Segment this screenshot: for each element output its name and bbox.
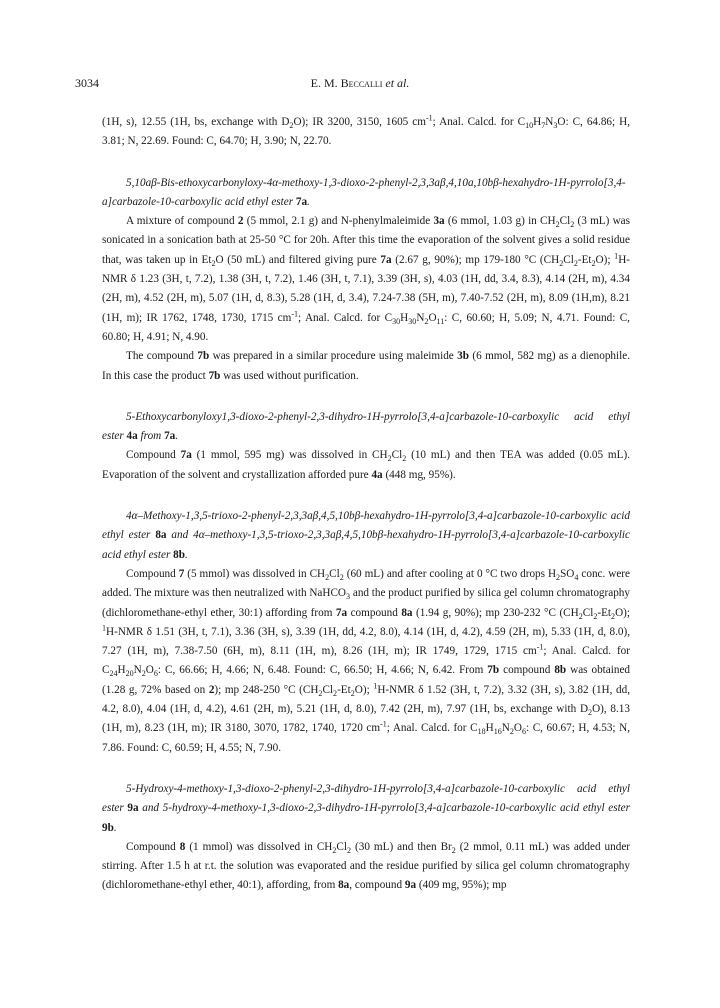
- paragraph-procedure-9: Compound 8 (1 mmol) was dissolved in $CH_2Cl_2$ (30 mL) and then $Br_2$ (2 mmol, 0.11 mL) was added under stirring. After 1.5 h at r.t. the solution was evaporated and the residue purified by silica gel column chromatography (dichloromethane-ethyl ether, 40:1), affording, from 8a, compound 9a (409 mg, 95%); mp: [102, 840, 631, 892]
- paragraph-procedure-7a: A mixture of compound 2 (5 mmol, 2.1 g) and N-phenylmaleimide 3a (6 mmol, 1.03 g) in $CH_2Cl_2$ (3 mL) was sonicated in a sonication bath at 25-50 °C for 20h. After this time the evaporation of the solvent gives a solid residue that, was taken up in $Et_2O$ (50 mL) and filtered giving pure 7a (2.67 g, 90%); mp 179-180 °C $(CH_2Cl_2-Et_2O)$; $^1$H-NMR δ 1.23 (3H, t, 7.2), 1.38 (3H, t, 7.2), 1.46 (3H, t, 7.1), 3.39 (3H, s), 4.03 (1H, dd, 3.4, 8.3), 4.14 (2H, m), 4.34 (2H, m), 4.52 (2H, m), 5.07 (1H, d, 8.3), 5.28 (1H, d, 3.4), 7.24-7.38 (5H, m), 7.40-7.52 (2H, m), 8.09 (1H,m), 8.21 (1H, m); IR 1762, 1748, 1730, 1715 $cm^{-1}$; Anal. Calcd. for $C_{30}H_{30}N_2O_{11}$: C, 60.60; H, 5.09; N, 4.71. Found: C, 60.80; H, 4.91; N, 4.90.: [102, 215, 631, 343]
- running-header: [75, 76, 645, 94]
- compound-heading-4a: 5-Ethoxycarbonyloxy1,3-dioxo-2-phenyl-2,3-dihydro-1H-pyrrolo[3,4-a]carbazole-10-carboxylic acid ethyl ester 4a from 7a.: [102, 410, 630, 443]
- paragraph-nmr-continuation: (1H, s), 12.55 (1H, bs, exchange with $D_2O$); IR 3200, 3150, 1605 $cm^{-1}$; Anal. Calcd. for $C_{10}H_7N_3O$: C, 64.86; H, 3.81; N, 22.69. Found: C, 64.70; H, 3.90; N, 22.70.: [102, 113, 630, 148]
- compound-heading-8a-8b: 4α–Methoxy-1,3,5-trioxo-2-phenyl-2,3,3aβ,4,5,10bβ-hexahydro-1H-pyrrolo[3,4-a]carbazole-10-carboxylic acid ethyl ester 8a and 4α–methoxy-1,3,5-trioxo-2,3,3aβ,4,5,10bβ-hexahydro-1H-pyrrolo[3,4-a]carbazole-10-carboxylic acid ethyl ester 8b.: [102, 510, 630, 561]
- compound-heading-9a-9b: 5-Hydroxy-4-methoxy-1,3-dioxo-2-phenyl-2,3-dihydro-1H-pyrrolo[3,4-a]carbazole-10-carboxylic acid ethyl ester 9a and 5-hydroxy-4-methoxy-1,3-dioxo-2,3-dihydro-1H-pyrrolo[3,4-a]carbazole-10-carboxylic acid ethyl ester 9b.: [102, 782, 631, 834]
- compound-heading-7a: 5,10aβ-Bis-ethoxycarbonyloxy-4α-methoxy-1,3-dioxo-2-phenyl-2,3,3aβ,4,10a,10bβ-hexahydro-1H-pyrrolo[3,4-a]carbazole-10-carboxylic acid ethyl ester 7a.: [102, 176, 626, 208]
- running-head-authors: [75, 76, 645, 91]
- page-number: 3034: [75, 76, 99, 90]
- author-names: E. M. Beccalli: [310, 76, 383, 90]
- paragraph-procedure-4a: Compound 7a (1 mmol, 595 mg) was dissolved in $CH_2Cl_2$ (10 mL) and then TEA was added (0.05 mL). Evaporation of the solvent and crystallization afforded pure 4a (448 mg, 95%).: [102, 449, 630, 481]
- paragraph-procedure-8: Compound 7 (5 mmol) was dissolved in $CH_2Cl_2$ (60 mL) and after cooling at 0 °C two drops $H_2SO_4$ conc. were added. The mixture was then neutralized with NaHCO$_3$ and the product purified by silica gel column chromatography (dichloromethane-ethyl ether, 30:1) affording from 7a compound 8a (1.94 g, 90%); mp 230-232 °C $(CH_2Cl_2-Et_2O)$; $^1$H-NMR δ 1.51 (3H, t, 7.1), 3.36 (3H, s), 3.39 (1H, dd, 4.2, 8.0), 4.14 (1H, d, 4.2), 4.59 (2H, m), 5.33 (1H, d, 8.0), 7.27 (1H, m), 7.38-7.50 (6H, m), 8.11 (1H, m), 8.26 (1H, m); IR 1749, 1729, 1715 $cm^{-1}$; Anal. Calcd. for $C_{24}H_{20}N_2O_6$: C, 66.66; H, 4.66; N, 6.48. Found: C, 66.50; H, 4.66; N, 6.42. From 7b compound 8b was obtained (1.28 g, 72% based on 2); mp 248-250 °C $(CH_2Cl_2-Et_2O)$; $^1$H-NMR δ 1.52 (3H, t, 7.2), 3.32 (3H, s), 3.82 (1H, dd, 4.2, 8.0), 4.04 (1H, d, 4.2), 4.61 (2H, m), 5.21 (1H, d, 8.0), 7.42 (2H, m), 7.97 (1H, bs, exchange with $D_2O$), 8.13 (1H, m), 8.23 (1H, m); IR 3180, 3070, 1782, 1740, 1720 $cm^{-1}$; Anal. Calcd. for $C_{18}H_{16}N_2O_6$: C, 60.67; H, 4.53; N, 7.86. Found: C, 60.59; H, 4.55; N, 7.90.: [102, 567, 631, 754]
- paragraph-procedure-7b: The compound 7b was prepared in a similar procedure using maleimide 3b (6 mmol, 582 mg) as a dienophile. In this case the product 7b was used without purification.: [102, 350, 631, 382]
- article-body: [102, 113, 630, 896]
- et-al: et al.: [385, 76, 410, 90]
